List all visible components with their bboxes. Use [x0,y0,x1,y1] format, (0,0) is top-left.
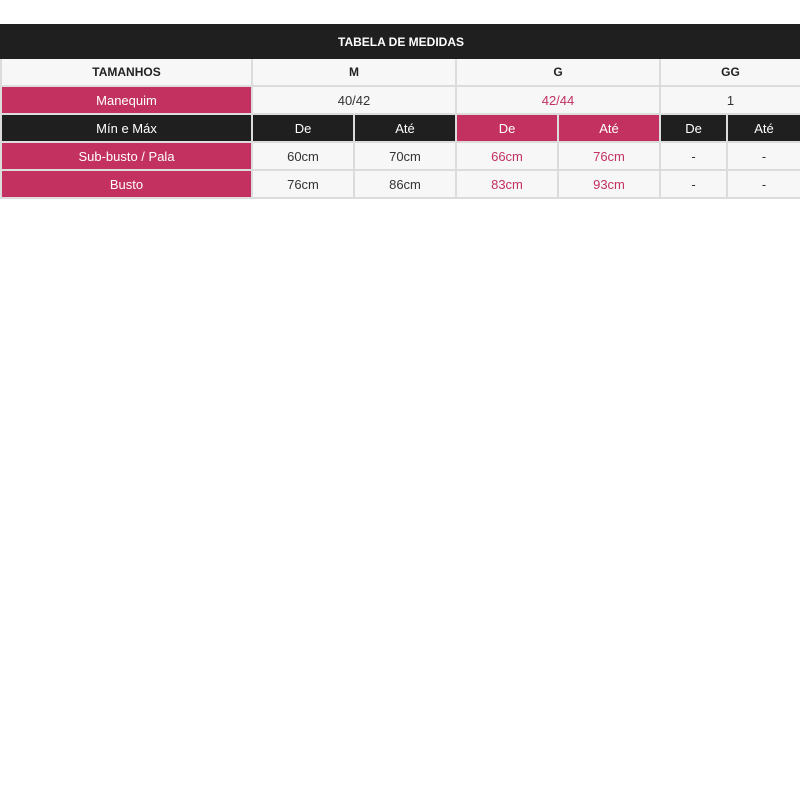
size-chart [0,24,800,199]
size-m-header: M [252,58,456,86]
table-cell: - [660,170,727,198]
table-cell: 76cm [558,142,660,170]
sizes-row [1,58,800,86]
manequim-label: Manequim [1,86,252,114]
row-label: Busto [1,170,252,198]
manequim-gg-value: 1 [660,86,800,114]
size-table [0,24,800,199]
table-cell: 60cm [252,142,354,170]
g-to-header: Até [558,114,660,142]
gg-to-header: Até [727,114,800,142]
size-g-header: G [456,58,660,86]
table-title: TABELA DE MEDIDAS [1,25,800,58]
m-from-header: De [252,114,354,142]
table-cell: - [727,170,800,198]
sizes-label: TAMANHOS [1,58,252,86]
row-label: Sub-busto / Pala [1,142,252,170]
manequim-m-value: 40/42 [252,86,456,114]
table-row [1,142,800,170]
minmax-row [1,114,800,142]
table-cell: 93cm [558,170,660,198]
table-row [1,170,800,198]
manequim-g-value: 42/44 [456,86,660,114]
table-cell: 83cm [456,170,558,198]
table-cell: - [660,142,727,170]
m-to-header: Até [354,114,456,142]
g-from-header: De [456,114,558,142]
size-gg-header: GG [660,58,800,86]
manequim-row [1,86,800,114]
minmax-label: Mín e Máx [1,114,252,142]
table-cell: 70cm [354,142,456,170]
table-cell: - [727,142,800,170]
title-row [1,25,800,58]
table-cell: 66cm [456,142,558,170]
table-cell: 86cm [354,170,456,198]
table-cell: 76cm [252,170,354,198]
gg-from-header: De [660,114,727,142]
